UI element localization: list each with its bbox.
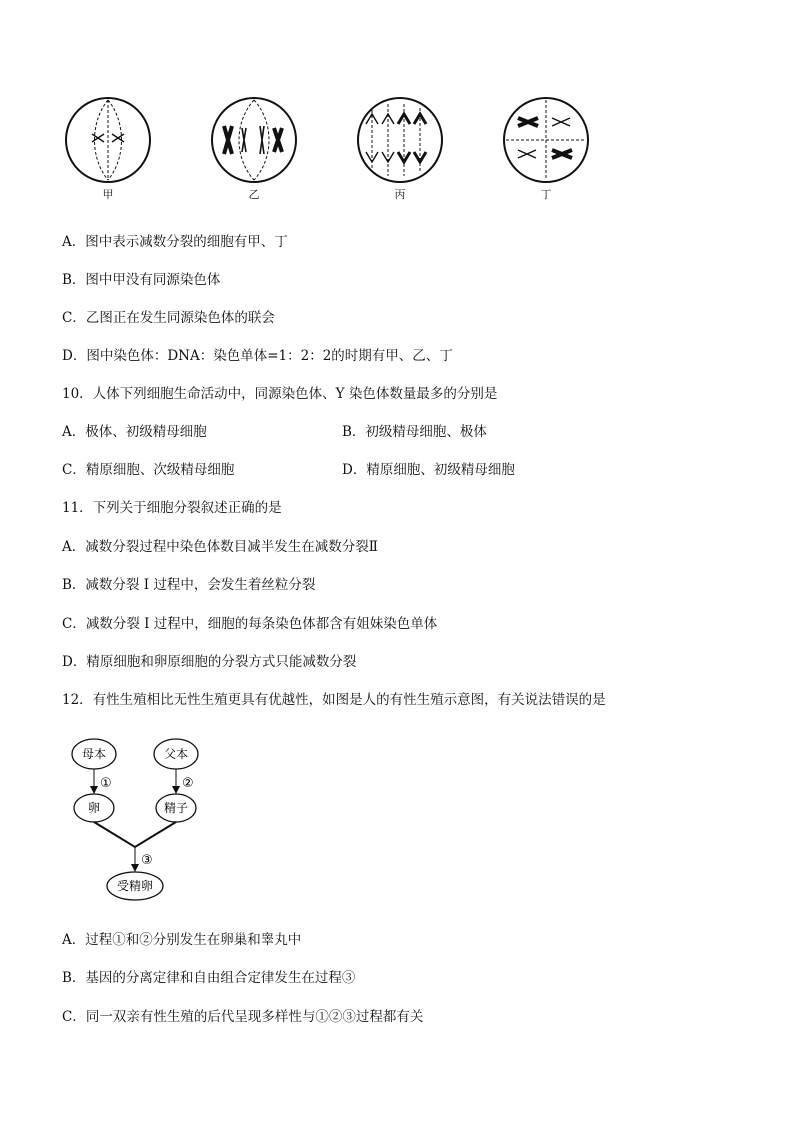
reproduction-flowchart	[60, 732, 220, 908]
q10-option-d: D．精原细胞、初级精母细胞	[342, 462, 515, 478]
q10-stem: 10．人体下列细胞生命活动中，同源染色体、Y 染色体数量最多的分别是	[62, 386, 498, 402]
zygote-label: 受精卵	[116, 879, 154, 893]
q10-option-b: B．初级精母细胞、极体	[342, 424, 487, 440]
mother-label: 母本	[81, 747, 107, 761]
q11-option-a: A．减数分裂过程中染色体数目减半发生在减数分裂Ⅱ	[62, 539, 378, 555]
step2-label: ②	[182, 776, 194, 791]
q12-stem: 12．有性生殖相比无性生殖更具有优越性，如图是人的有性生殖示意图，有关说法错误的是	[62, 692, 606, 708]
q11-option-b: B．减数分裂 I 过程中，会发生着丝粒分裂	[62, 577, 316, 593]
q9-option-a: A．图中表示减数分裂的细胞有甲、丁	[62, 234, 288, 250]
q11-option-d: D．精原细胞和卵原细胞的分裂方式只能减数分裂	[62, 654, 357, 670]
egg-label: 卵	[87, 801, 101, 815]
step1-label: ①	[100, 776, 112, 791]
cell-label-bing: 丙	[394, 188, 406, 201]
q12-option-a: A．过程①和②分别发生在卵巢和睾丸中	[62, 932, 302, 948]
cell-label-yi: 乙	[248, 188, 260, 201]
q9-option-b: B．图中甲没有同源染色体	[62, 272, 221, 288]
sperm-label: 精子	[163, 801, 189, 815]
q9-option-c: C．乙图正在发生同源染色体的联会	[62, 310, 275, 326]
cell-label-ding: 丁	[540, 188, 552, 201]
q10-option-c: C．精原细胞、次级精母细胞	[62, 462, 235, 478]
q9-option-d: D．图中染色体：DNA：染色单体=1：2：2的时期有甲、乙、丁	[62, 348, 453, 364]
q12-option-b: B．基因的分离定律和自由组合定律发生在过程③	[62, 970, 356, 986]
q11-option-c: C．减数分裂 I 过程中，细胞的每条染色体都含有姐妹染色单体	[62, 616, 438, 632]
q12-option-c: C．同一双亲有性生殖的后代呈现多样性与①②③过程都有关	[62, 1009, 424, 1025]
cell-label-jia: 甲	[102, 188, 114, 201]
q10-option-a: A．极体、初级精母细胞	[62, 424, 207, 440]
fertilization-join	[94, 822, 176, 847]
step3-label: ③	[141, 853, 153, 868]
q11-stem: 11．下列关于细胞分裂叙述正确的是	[62, 500, 282, 516]
father-label: 父本	[163, 747, 189, 761]
